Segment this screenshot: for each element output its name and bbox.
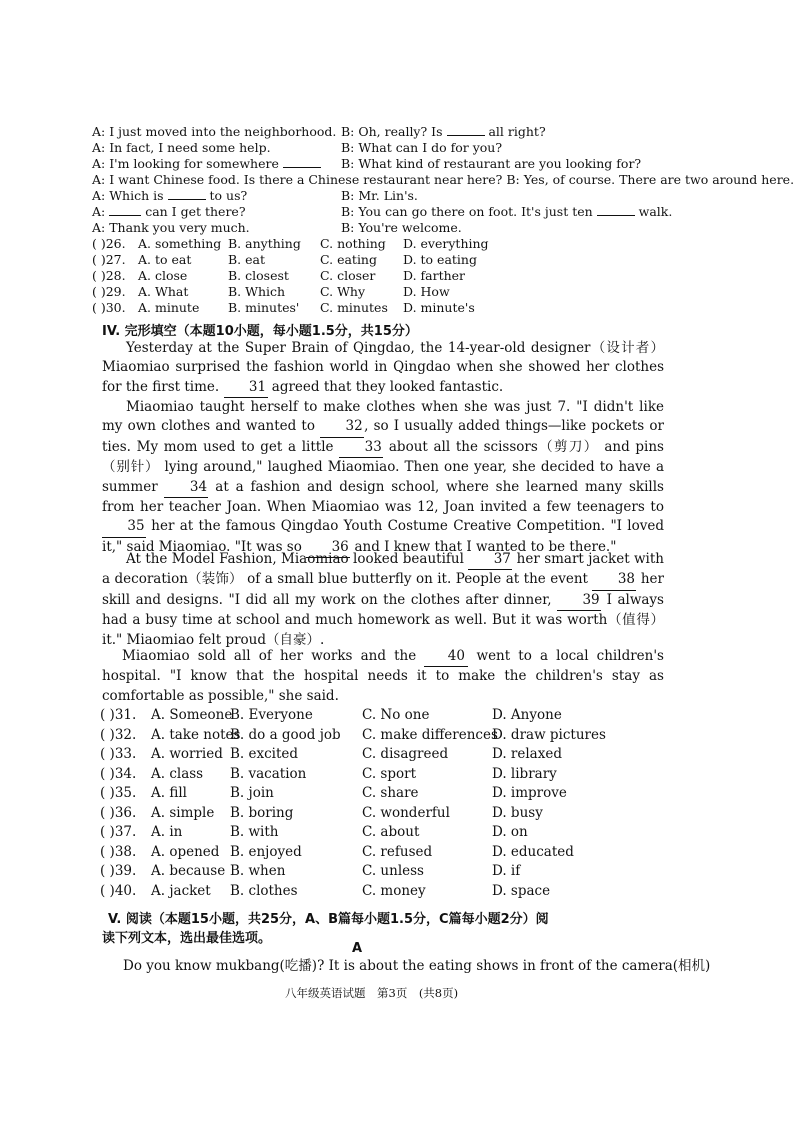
section-5-instructions: 读下列文本，选出最佳选项。 <box>102 931 272 946</box>
option-number: ( )33. <box>100 746 137 762</box>
option-b[interactable]: B. Which <box>228 284 286 299</box>
cloze-paragraph-3 <box>102 550 664 650</box>
dialogue-line-2a: A: In fact, I need some help. <box>92 140 271 155</box>
option-a[interactable]: A. worried <box>151 746 223 762</box>
option-b[interactable]: B. Everyone <box>230 707 313 723</box>
option-row-28 <box>92 268 692 283</box>
cloze-text: and I knew that I wanted to be there." <box>350 538 617 555</box>
cloze-text: about all the scissors（剪刀） and pins（别针） lying around," laughed Miaomiao. Then one year, she decided to have a summer <box>102 438 664 495</box>
option-a[interactable]: A. jacket <box>151 882 211 899</box>
cloze-text: her smart jacket with a decoration（装饰） of a small blue butterfly on it. People at the event <box>102 551 664 588</box>
option-a[interactable]: A. What <box>138 284 189 299</box>
option-number: ( )28. <box>92 268 126 283</box>
dialogue-line-3a-pre: A: I'm looking for somewhere <box>92 156 283 171</box>
dialogue-line-6a-pre: A: <box>92 204 110 219</box>
option-number: ( )35. <box>100 785 137 801</box>
option-c[interactable]: C. wonderful <box>362 804 450 821</box>
option-c[interactable]: C. No one <box>362 707 430 723</box>
option-number: ( )37. <box>100 824 137 840</box>
option-a[interactable]: A. opened <box>151 843 220 860</box>
option-row-32 <box>100 726 620 745</box>
section-5-title: V. 阅读（本题15小题，共25分，A、B篇每小题1.5分，C篇每小题2分）阅 <box>108 912 549 927</box>
option-number: ( )38. <box>100 843 137 860</box>
dialogue-line-6b <box>341 204 672 219</box>
option-a[interactable]: A. close <box>138 268 188 283</box>
passage-a-first-line: Do you know mukbang(吃播)? It is about the eating shows in front of the camera(相机) <box>123 958 711 974</box>
option-c[interactable]: C. make differences <box>362 726 498 743</box>
dialogue-line-1b <box>341 124 546 139</box>
option-a[interactable]: A. take notes <box>151 726 241 743</box>
cloze-blank-35[interactable]: 35 <box>102 517 146 537</box>
cloze-paragraph-2 <box>102 398 664 558</box>
option-c[interactable]: C. eating <box>320 252 377 267</box>
option-number: ( )29. <box>92 284 126 299</box>
section-4-title: IV. 完形填空（本题10小题，每小题1.5分，共15分） <box>102 324 418 339</box>
option-b[interactable]: B. closest <box>228 268 289 283</box>
option-d[interactable]: D. How <box>403 284 450 299</box>
dialogue-line-7a: A: Thank you very much. <box>92 220 250 235</box>
dialogue-line-6b-post: walk. <box>634 204 673 219</box>
dialogue-line-3a <box>92 156 321 171</box>
cloze-blank-34[interactable]: 34 <box>164 478 208 498</box>
cloze-text: I always had a busy time at school and much homework as well. But it was worth（值得） it." Miaomiao felt proud（自豪）. <box>102 591 664 648</box>
cloze-text: went to a local children's hospital. "I know that the hospital needs it to make the children's stay as comfortable as possible," she said. <box>102 648 664 704</box>
cloze-text: her at the famous Qingdao Youth Costume Creative Competition. "I loved it," said Miaomiao. "It was so <box>102 518 664 555</box>
dialogue-line-5a-post: to us? <box>205 188 248 203</box>
option-row-27 <box>92 252 692 267</box>
dialogue-line-6a <box>92 204 246 219</box>
option-d[interactable]: D. farther <box>403 268 466 283</box>
option-number: ( )34. <box>100 765 137 782</box>
option-c[interactable]: C. minutes <box>320 300 388 315</box>
dialogue-line-5a-pre: A: Which is <box>92 188 168 203</box>
option-d[interactable]: D. library <box>492 765 557 782</box>
option-number: ( )36. <box>100 804 137 821</box>
cloze-blank-33[interactable]: 33 <box>339 438 383 458</box>
cloze-text: Yesterday at the Super Brain of Qingdao, the 14-year-old designer（设计者）Miaomiao surprised the fashion world in Qingdao when she showed her clothes for the first time. <box>102 340 664 395</box>
dialogue-line-2b: B: What can I do for you? <box>341 140 503 155</box>
option-row-35 <box>100 784 620 803</box>
option-c[interactable]: C. disagreed <box>362 746 449 762</box>
blank-26[interactable] <box>447 135 485 136</box>
dialogue-line-5a <box>92 188 247 203</box>
dialogue-line-3b: B: What kind of restaurant are you looking for? <box>341 156 642 171</box>
option-c[interactable]: C. Why <box>320 284 366 299</box>
blank-29[interactable] <box>109 215 141 216</box>
option-d[interactable]: D. educated <box>492 843 574 860</box>
option-a[interactable]: A. minute <box>138 300 200 315</box>
option-a[interactable]: A. to eat <box>138 252 192 267</box>
cloze-text: At the Model Fashion, Miaomiao looked beautiful <box>126 551 469 567</box>
cloze-text: at a fashion and design school, where she learned many skills from her teacher Joan. When Miaomiao was 12, Joan invited a few teenagers to <box>102 478 664 516</box>
option-b[interactable]: B. eat <box>228 252 266 267</box>
dialogue-line-6b-pre: B: You can go there on foot. It's just ten <box>341 204 597 219</box>
option-number: ( )31. <box>100 707 137 723</box>
option-row-30 <box>92 300 692 315</box>
dialogue-line-5b: B: Mr. Lin's. <box>341 188 418 203</box>
option-a[interactable]: A. simple <box>151 804 215 821</box>
option-d[interactable]: D. Anyone <box>492 707 562 723</box>
cloze-paragraph-1 <box>102 339 664 398</box>
option-d[interactable]: D. if <box>492 863 521 879</box>
option-number: ( )26. <box>92 236 126 251</box>
blank-27[interactable] <box>283 167 321 168</box>
option-d[interactable]: D. space <box>492 882 551 899</box>
option-d[interactable]: D. to eating <box>403 252 477 267</box>
cloze-paragraph-4 <box>102 647 664 706</box>
cloze-text: , so I usually added things—like pockets or ties. My mom used to get a little <box>102 418 664 455</box>
blank-28[interactable] <box>168 199 206 200</box>
option-row-31 <box>100 706 620 725</box>
option-b[interactable]: B. anything <box>228 236 301 251</box>
option-number: ( )30. <box>92 300 126 315</box>
option-c[interactable]: C. about <box>362 824 420 840</box>
cloze-blank-38[interactable]: 38 <box>592 570 636 590</box>
option-d[interactable]: D. everything <box>403 236 489 251</box>
option-d[interactable]: D. busy <box>492 804 543 821</box>
cloze-text: Miaomiao taught herself to make clothes when she was just 7. "I didn't like my own clothes and wanted to <box>102 399 664 435</box>
option-row-33 <box>100 745 620 764</box>
option-b[interactable]: B. with <box>230 824 279 840</box>
option-a[interactable]: A. something <box>138 236 222 251</box>
blank-30[interactable] <box>597 215 635 216</box>
option-a[interactable]: A. fill <box>151 785 187 801</box>
cloze-text: Miaomiao sold all of her works and the <box>122 648 425 664</box>
option-a[interactable]: A. because <box>151 863 226 879</box>
option-d[interactable]: D. improve <box>492 785 567 801</box>
option-c[interactable]: C. refused <box>362 843 433 860</box>
option-a[interactable]: A. class <box>151 765 204 782</box>
option-c[interactable]: C. sport <box>362 765 417 782</box>
cloze-blank-36[interactable]: 36 <box>306 538 350 558</box>
option-b[interactable]: B. vacation <box>230 765 307 782</box>
option-row-40 <box>100 882 620 901</box>
option-row-26 <box>92 236 692 251</box>
cloze-blank-37[interactable]: 37 <box>468 550 512 570</box>
option-b[interactable]: B. join <box>230 785 274 801</box>
page-footer: 八年级英语试题 第3页 (共8页) <box>285 986 459 1000</box>
cloze-blank-32[interactable]: 32 <box>320 417 364 437</box>
option-d[interactable]: D. on <box>492 824 528 840</box>
cloze-text: her skill and designs. "I did all my work on the clothes after dinner, <box>102 571 665 608</box>
option-row-39 <box>100 862 620 881</box>
option-row-37 <box>100 823 620 842</box>
option-b[interactable]: B. enjoyed <box>230 843 302 860</box>
cloze-text: agreed that they looked fantastic. <box>267 378 504 395</box>
option-c[interactable]: C. closer <box>320 268 376 283</box>
option-row-38 <box>100 843 620 862</box>
dialogue-line-7b: B: You're welcome. <box>341 220 462 235</box>
cloze-blank-31[interactable]: 31 <box>224 378 268 398</box>
option-row-36 <box>100 804 620 823</box>
option-a[interactable]: A. in <box>151 824 183 840</box>
option-c[interactable]: C. money <box>362 882 426 899</box>
cloze-blank-39[interactable]: 39 <box>557 591 601 611</box>
option-row-29 <box>92 284 692 299</box>
cloze-blank-40[interactable]: 40 <box>424 647 468 667</box>
dialogue-line-4: A: I want Chinese food. Is there a Chinese restaurant near here? B: Yes, of course. There are two around here. <box>92 172 794 187</box>
option-row-34 <box>100 765 620 784</box>
option-number: ( )40. <box>100 882 137 899</box>
option-b[interactable]: B. when <box>230 863 286 879</box>
passage-a-label: A <box>352 941 363 956</box>
option-d[interactable]: D. relaxed <box>492 746 562 762</box>
dialogue-line-6a-post: can I get there? <box>141 204 246 219</box>
dialogue-line-1b-pre: B: Oh, really? Is <box>341 124 447 139</box>
option-b[interactable]: B. boring <box>230 804 294 821</box>
option-c[interactable]: C. share <box>362 785 419 801</box>
option-number: ( )39. <box>100 863 137 879</box>
option-number: ( )32. <box>100 726 137 743</box>
option-b[interactable]: B. excited <box>230 746 299 762</box>
option-a[interactable]: A. Someone <box>151 707 233 723</box>
option-number: ( )27. <box>92 252 126 267</box>
option-c[interactable]: C. unless <box>362 863 424 879</box>
option-b[interactable]: B. do a good job <box>230 726 341 743</box>
dialogue-line-1b-post: all right? <box>484 124 546 139</box>
option-b[interactable]: B. minutes' <box>228 300 300 315</box>
option-d[interactable]: D. draw pictures <box>492 726 606 743</box>
option-d[interactable]: D. minute's <box>403 300 475 315</box>
option-b[interactable]: B. clothes <box>230 882 298 899</box>
option-c[interactable]: C. nothing <box>320 236 386 251</box>
dialogue-line-1a: A: I just moved into the neighborhood. <box>92 124 337 139</box>
